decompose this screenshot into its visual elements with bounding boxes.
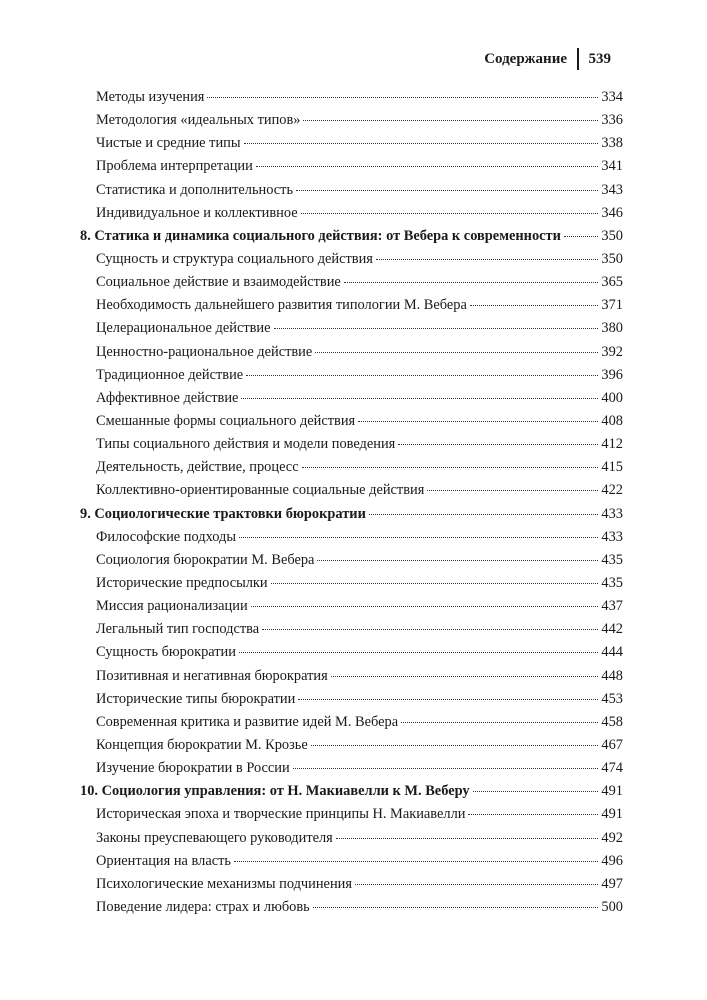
toc-entry-title: Исторические типы бюрократии xyxy=(96,690,296,707)
toc-entry-page: 448 xyxy=(601,667,623,684)
toc-entry-page: 334 xyxy=(601,89,623,105)
toc-entry-title: Статистика и дополнительность xyxy=(96,181,294,198)
toc-entry-page: 458 xyxy=(601,713,623,730)
toc-entry xyxy=(80,621,623,644)
dot-leader xyxy=(251,606,599,607)
running-head-title: Содержание xyxy=(484,50,567,67)
toc-entry xyxy=(80,112,623,135)
toc-entry xyxy=(80,806,623,829)
toc-entry-page: 380 xyxy=(601,320,623,337)
toc-entry-title: Традиционное действие xyxy=(96,366,244,383)
running-head xyxy=(484,48,611,70)
toc-entry-page: 396 xyxy=(601,366,623,383)
toc-entry-page: 435 xyxy=(601,574,623,591)
dot-leader xyxy=(256,166,599,167)
toc-entry-page: 365 xyxy=(601,274,623,291)
toc-entry-page: 408 xyxy=(601,412,623,429)
toc-entry-page: 350 xyxy=(601,227,623,244)
toc-entry-title: Позитивная и негативная бюрократия xyxy=(96,667,328,684)
dot-leader xyxy=(344,282,599,283)
toc-entry-title: 10. Социология управления: от Н. Макиавелли к М. Веберу xyxy=(80,783,470,800)
dot-leader xyxy=(303,120,598,121)
toc-entry xyxy=(80,297,623,320)
toc-entry xyxy=(80,598,623,621)
toc-entry xyxy=(80,182,623,205)
toc-entry xyxy=(80,251,623,274)
toc-entry xyxy=(80,158,623,181)
toc-entry xyxy=(80,367,623,390)
toc-entry-title: 9. Социологические трактовки бюрократии xyxy=(80,505,366,522)
toc-entry-title: Изучение бюрократии в России xyxy=(96,760,290,777)
dot-leader xyxy=(274,328,599,329)
dot-leader xyxy=(234,861,598,862)
toc-entry-page: 444 xyxy=(601,644,623,661)
dot-leader xyxy=(355,884,598,885)
toc-entry-page: 433 xyxy=(601,505,623,522)
dot-leader xyxy=(239,537,598,538)
toc-entry-title: Миссия рационализации xyxy=(96,598,248,615)
toc-entry xyxy=(80,413,623,436)
toc-entry xyxy=(80,691,623,714)
dot-leader xyxy=(207,97,598,98)
dot-leader xyxy=(239,652,598,653)
dot-leader xyxy=(376,259,598,260)
toc-entry-page: 336 xyxy=(601,112,623,129)
toc-entry-page: 437 xyxy=(601,598,623,615)
toc-entry xyxy=(80,390,623,413)
toc-entry-title: Аффективное действие xyxy=(96,389,239,406)
toc-entry-page: 491 xyxy=(601,806,623,823)
dot-leader xyxy=(302,467,599,468)
toc-entry-page: 453 xyxy=(601,690,623,707)
toc-entry-title: Методология «идеальных типов» xyxy=(96,112,301,129)
toc-entry xyxy=(80,714,623,737)
toc-entry-page: 350 xyxy=(601,250,623,267)
toc-entry xyxy=(80,320,623,343)
toc-entry-title: Необходимость дальнейшего развития типологии М. Вебера xyxy=(96,297,467,314)
dot-leader xyxy=(246,375,598,376)
toc-entry-title: Законы преуспевающего руководителя xyxy=(96,829,333,846)
dot-leader xyxy=(470,305,599,306)
toc-entry-title: Сущность и структура социального действия xyxy=(96,250,373,267)
toc-entry-title: Ориентация на власть xyxy=(96,852,231,869)
dot-leader xyxy=(241,398,598,399)
toc-entry-page: 467 xyxy=(601,736,623,753)
toc-entry-page: 346 xyxy=(601,204,623,221)
toc-entry-title: Сущность бюрократии xyxy=(96,644,236,661)
toc-entry xyxy=(80,135,623,158)
toc-entry-title: Коллективно-ориентированные социальные действия xyxy=(96,482,425,499)
toc-section-entry xyxy=(80,506,623,529)
toc-entry xyxy=(80,529,623,552)
toc-entry-title: Смешанные формы социального действия xyxy=(96,412,356,429)
dot-leader xyxy=(244,143,599,144)
toc-entry xyxy=(80,552,623,575)
toc-entry-page: 497 xyxy=(601,875,623,892)
toc-section-entry xyxy=(80,783,623,806)
toc-entry xyxy=(80,668,623,691)
toc-entry-page: 435 xyxy=(601,551,623,568)
dot-leader xyxy=(369,514,599,515)
toc-entry xyxy=(80,830,623,853)
toc-entry-title: Индивидуальное и коллективное xyxy=(96,204,298,221)
toc-entry-page: 500 xyxy=(601,898,623,915)
toc-entry-page: 341 xyxy=(601,158,623,175)
dot-leader xyxy=(427,490,598,491)
toc-entry-title: Типы социального действия и модели поведения xyxy=(96,436,396,453)
toc-entry-page: 492 xyxy=(601,829,623,846)
toc-entry-page: 422 xyxy=(601,482,623,499)
toc-entry-title: Чистые и средние типы xyxy=(96,135,241,152)
toc-entry xyxy=(80,89,623,112)
toc-entry xyxy=(80,205,623,228)
toc-entry-title: Социология бюрократии М. Вебера xyxy=(96,551,315,568)
toc-entry-title: Концепция бюрократии М. Крозье xyxy=(96,736,308,753)
toc-entry-page: 491 xyxy=(601,783,623,800)
toc-entry-title: Методы изучения xyxy=(96,89,205,105)
dot-leader xyxy=(296,190,598,191)
toc-entry-title: Историческая эпоха и творческие принципы Н. Макиавелли xyxy=(96,806,466,823)
dot-leader xyxy=(301,213,599,214)
toc-entry xyxy=(80,876,623,899)
page-number: 539 xyxy=(588,50,611,67)
toc-entry-page: 496 xyxy=(601,852,623,869)
toc-entry-title: Проблема интерпретации xyxy=(96,158,253,175)
toc-entry-title: Легальный тип господства xyxy=(96,621,260,638)
toc-entry xyxy=(80,899,623,922)
dot-leader xyxy=(313,907,599,908)
toc-entry xyxy=(80,344,623,367)
toc-entry xyxy=(80,575,623,598)
toc-entry-title: Деятельность, действие, процесс xyxy=(96,459,299,476)
toc-entry-title: Целерациональное действие xyxy=(96,320,271,337)
toc-entry-page: 371 xyxy=(601,297,623,314)
toc-entry-page: 400 xyxy=(601,389,623,406)
dot-leader xyxy=(293,768,599,769)
toc-entry-title: Философские подходы xyxy=(96,528,236,545)
toc-entry-title: Поведение лидера: страх и любовь xyxy=(96,898,310,915)
toc-entry xyxy=(80,274,623,297)
dot-leader xyxy=(358,421,598,422)
dot-leader xyxy=(331,676,599,677)
toc-entry-title: Социальное действие и взаимодействие xyxy=(96,274,341,291)
dot-leader xyxy=(311,745,599,746)
dot-leader xyxy=(468,814,598,815)
toc-entry xyxy=(80,436,623,459)
toc-entry-page: 474 xyxy=(601,760,623,777)
dot-leader xyxy=(315,352,598,353)
toc-entry-page: 433 xyxy=(601,528,623,545)
toc-entry xyxy=(80,459,623,482)
toc-entry-title: 8. Статика и динамика социального действия: от Вебера к современности xyxy=(80,227,561,244)
toc-entry-page: 415 xyxy=(601,459,623,476)
toc-entry-page: 412 xyxy=(601,436,623,453)
dot-leader xyxy=(564,236,598,237)
toc-entry xyxy=(80,760,623,783)
toc-entry-title: Исторические предпосылки xyxy=(96,574,268,591)
toc-entry-title: Ценностно-рациональное действие xyxy=(96,343,313,360)
toc-entry-title: Психологические механизмы подчинения xyxy=(96,875,352,892)
running-head-divider xyxy=(577,48,579,70)
toc-entry xyxy=(80,853,623,876)
dot-leader xyxy=(271,583,599,584)
dot-leader xyxy=(262,629,598,630)
toc-entry xyxy=(80,644,623,667)
toc-entry-page: 392 xyxy=(601,343,623,360)
dot-leader xyxy=(298,699,598,700)
toc-section-entry xyxy=(80,228,623,251)
toc-entry-page: 442 xyxy=(601,621,623,638)
dot-leader xyxy=(401,722,598,723)
dot-leader xyxy=(317,560,598,561)
toc-entry-page: 343 xyxy=(601,181,623,198)
toc-entry xyxy=(80,737,623,760)
dot-leader xyxy=(398,444,598,445)
toc-entry-page: 338 xyxy=(601,135,623,152)
table-of-contents xyxy=(80,89,623,922)
dot-leader xyxy=(473,791,599,792)
dot-leader xyxy=(336,838,599,839)
toc-entry xyxy=(80,482,623,505)
toc-entry-title: Современная критика и развитие идей М. Вебера xyxy=(96,713,399,730)
